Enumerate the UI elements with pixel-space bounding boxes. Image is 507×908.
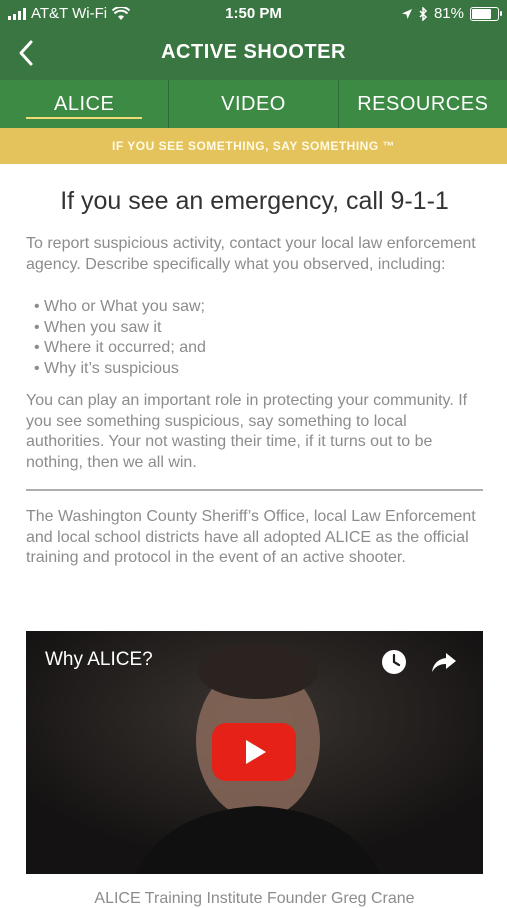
- location-icon: [401, 8, 413, 20]
- emergency-heading: If you see an emergency, call 9-1-1: [60, 187, 449, 215]
- video-caption: ALICE Training Institute Founder Greg Crane: [94, 890, 415, 907]
- tab-resources[interactable]: RESOURCES: [338, 80, 507, 128]
- status-bar: [0, 0, 507, 28]
- share-icon[interactable]: [430, 649, 458, 675]
- list-item: • Where it occurred; and: [34, 338, 483, 359]
- clock-icon[interactable]: [381, 649, 407, 675]
- status-right: [401, 5, 499, 22]
- battery-percent: 81%: [433, 5, 464, 22]
- video-player[interactable]: [26, 631, 483, 874]
- main-content: [26, 164, 483, 569]
- bluetooth-icon: [419, 7, 428, 21]
- role-paragraph: You can play an important role in protecting your community. If you see something suspicious, say something to local authorities. Your not wasting their time, if it turns out to be nothing, then we all win.: [26, 392, 468, 471]
- tab-bar: [0, 80, 507, 128]
- intro-paragraph: To report suspicious activity, contact your local law enforcement agency. Describe specifically what you observed, including:: [26, 235, 476, 273]
- video-title: Why ALICE?: [45, 649, 153, 670]
- section-divider: [26, 489, 483, 491]
- navigation-bar: [0, 28, 507, 80]
- tab-alice[interactable]: ALICE: [0, 80, 168, 128]
- observation-list: [34, 297, 483, 379]
- battery-icon: [470, 7, 499, 21]
- list-item: • When you saw it: [34, 318, 483, 339]
- slogan-banner: IF YOU SEE SOMETHING, SAY SOMETHING ™: [0, 128, 507, 164]
- play-icon[interactable]: [212, 723, 296, 781]
- status-time: 1:50 PM: [225, 5, 282, 22]
- list-item: • Who or What you saw;: [34, 297, 483, 318]
- page-title: ACTIVE SHOOTER: [161, 41, 346, 63]
- carrier-label: AT&T Wi-Fi: [31, 5, 108, 22]
- alice-paragraph: The Washington County Sheriff’s Office, local Law Enforcement and local school districts have all adopted ALICE as the official training and protocol in the event of an active shooter.: [26, 508, 476, 566]
- list-item: • Why it’s suspicious: [34, 359, 483, 380]
- battery-fill: [472, 9, 491, 19]
- tab-video[interactable]: VIDEO: [168, 80, 337, 128]
